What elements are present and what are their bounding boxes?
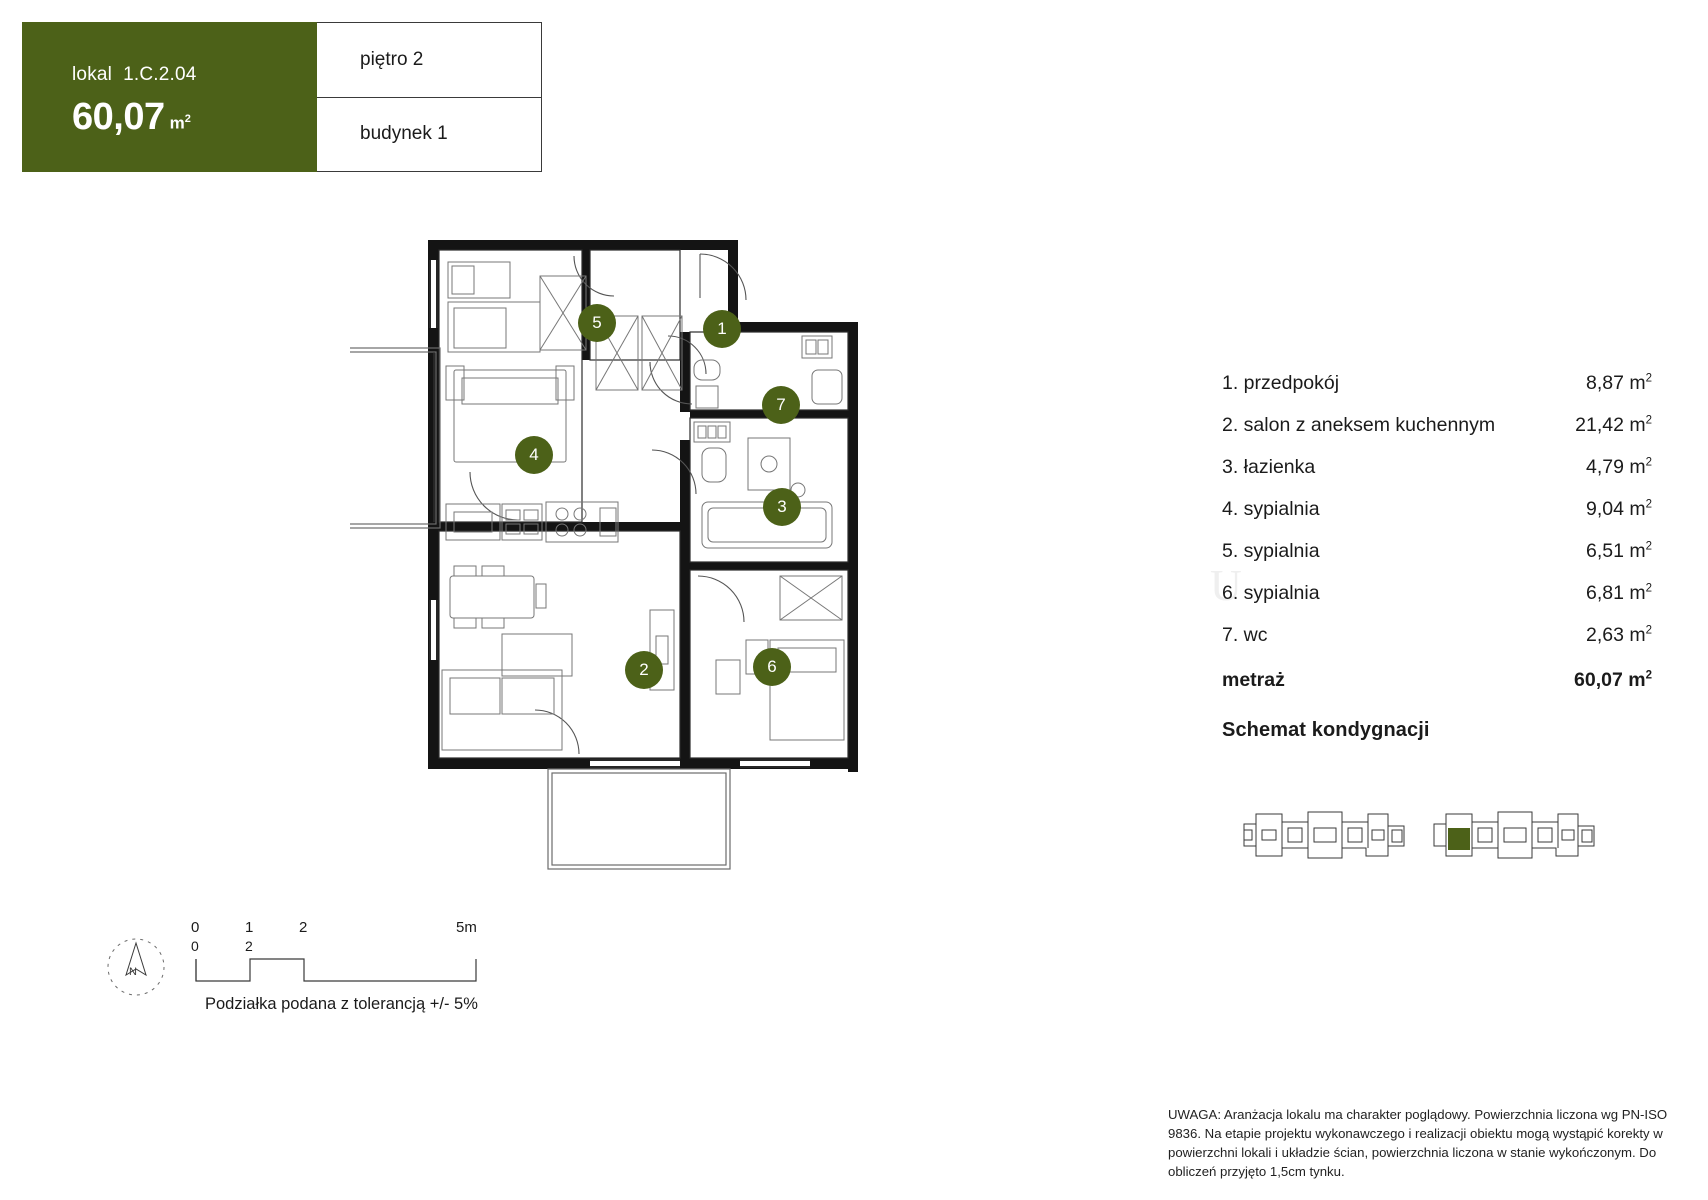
svg-text:N: N xyxy=(129,966,137,978)
room-name: 4. sypialnia xyxy=(1222,497,1320,520)
room-area: 2,63 $m^2$ xyxy=(1585,623,1652,646)
unit-summary xyxy=(22,22,317,172)
unit-label: lokal xyxy=(72,64,113,85)
room-name: 1. przedpokój xyxy=(1222,371,1340,394)
room-row xyxy=(1222,404,1652,446)
total-area: 60,07 $m^2$ xyxy=(1574,669,1652,691)
unit-code: 1.C.2.04 xyxy=(123,64,197,85)
svg-text:2: 2 xyxy=(245,938,253,954)
room-name: 5. sypialnia xyxy=(1222,539,1320,562)
room-name: 3. łazienka xyxy=(1222,455,1316,478)
room-badge-2: 2 xyxy=(625,651,663,689)
watermark: U xyxy=(1210,561,1246,610)
unit-header xyxy=(22,22,542,172)
compass-icon xyxy=(108,939,164,995)
building-row: budynek 1 xyxy=(360,123,448,145)
room-name: 2. salon z aneksem kuchennym xyxy=(1222,413,1496,436)
room-badge-6: 6 xyxy=(753,648,791,686)
ruler xyxy=(196,959,476,981)
room-area: 8,87 $m^2$ xyxy=(1585,371,1652,394)
scale-tick-2: 2 xyxy=(299,919,308,936)
room-name: 6. sypialnia xyxy=(1222,581,1320,604)
room-badge-4: 4 xyxy=(515,436,553,474)
scale-end-label: 5m xyxy=(456,919,477,936)
floor-plan xyxy=(350,240,960,890)
unit-code-line xyxy=(72,64,317,86)
unit-meta xyxy=(317,22,542,172)
room-badge-7: 7 xyxy=(762,386,800,424)
scale-caption: Podziałka podana z tolerancją +/- 5% xyxy=(205,995,478,1013)
schema-building-left xyxy=(1244,812,1404,858)
total-label: metraż xyxy=(1222,669,1285,691)
room-area: 6,51 $m^2$ xyxy=(1585,539,1652,562)
schema-title: Schemat kondygnacji xyxy=(1222,719,1430,741)
scale-bar-svg xyxy=(98,925,518,1005)
room-name: 7. wc xyxy=(1222,623,1268,646)
unit-area xyxy=(72,96,317,139)
total-row xyxy=(1222,656,1652,702)
scale-bar xyxy=(98,919,518,1005)
unit-area-value: 60,07 xyxy=(72,96,165,138)
room-area: 9,04 $m^2$ xyxy=(1585,497,1652,520)
room-badge-5: 5 xyxy=(578,304,616,342)
room-row xyxy=(1222,572,1652,614)
floor-schema-svg xyxy=(1238,800,1638,870)
room-row xyxy=(1222,530,1652,572)
scale-tick-1: 1 xyxy=(245,919,254,936)
room-row xyxy=(1222,614,1652,656)
floor-schema xyxy=(1238,800,1638,870)
room-list xyxy=(1222,362,1652,702)
room-area: 6,81 $m^2$ xyxy=(1585,581,1652,604)
room-area: 21,42 $m^2$ xyxy=(1575,413,1652,436)
scale-tick-0: 0 xyxy=(191,919,200,936)
floor-plan-svg xyxy=(350,240,960,890)
ruler-labels xyxy=(191,938,306,954)
room-row xyxy=(1222,488,1652,530)
room-area: 4,79 $m^2$ xyxy=(1585,455,1652,478)
svg-text:0: 0 xyxy=(191,938,199,954)
floor-row: piętro 2 xyxy=(317,23,541,98)
schema-highlight-unit xyxy=(1448,828,1470,850)
room-badge-3: 3 xyxy=(763,488,801,526)
disclaimer-note: UWAGA: Aranżacja lokalu ma charakter poglądowy. Powierzchnia liczona wg PN-ISO 9836. Na etapie projektu wykonawczego i realizacji obiektu mogą wystąpić korekty w powierzchni lokali i układzie ścian, powierzchnia liczona w stanie wykończonym. Do obliczeń przyjęto 1,5cm tynku. xyxy=(1168,1107,1668,1180)
room-row xyxy=(1222,446,1652,488)
unit-area-unit: $m^2$ xyxy=(169,113,191,133)
room-badge-1: 1 xyxy=(703,310,741,348)
room-row xyxy=(1222,362,1652,404)
